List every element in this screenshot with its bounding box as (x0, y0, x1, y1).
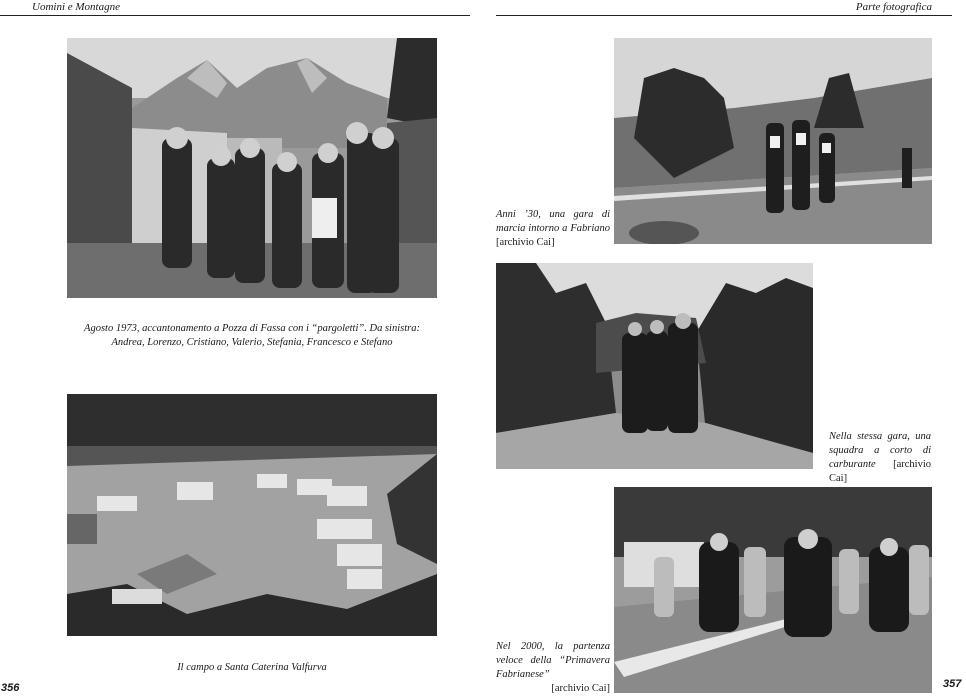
photo-campsite (67, 394, 437, 636)
folio-right: 357 (943, 678, 962, 690)
caption-team-forest-archive: [archivio Cai] (829, 459, 931, 484)
photo-team-forest (496, 263, 813, 469)
caption-children-camp: Agosto 1973, accantonamento a Pozza di Fassa con i “pargoletti”. Da sinistra: Andrea, Lorenzo, Cristiano, Valerio, Stefania, Francesco e Stefano (84, 323, 420, 348)
running-head-right: Parte fotografica (855, 1, 932, 13)
caption-campsite: Il campo a Santa Caterina Valfurva (177, 662, 327, 673)
header-rule-left (0, 15, 470, 16)
running-head-left: Uomini e Montagne (32, 1, 120, 13)
caption-race-start-text: Nel 2000, la partenza veloce della “Primavera Fabrianese” (496, 641, 610, 680)
caption-march-race-archive: [archivio Cai] (496, 237, 555, 248)
photo-march-race (614, 38, 932, 244)
photo-children-camp (67, 38, 437, 298)
caption-race-start-archive-line (496, 682, 610, 696)
header-rule-right (496, 15, 952, 16)
caption-race-start (496, 640, 610, 682)
photo-race-start (614, 487, 932, 693)
caption-team-forest (829, 430, 931, 486)
caption-team-forest-text: Nella stessa gara, una squadra a corto di carburante (829, 431, 931, 470)
caption-march-race-text: Anni ’30, una gara di marcia intorno a Fabriano (496, 209, 610, 234)
right-page (483, 0, 966, 699)
caption-race-start-archive: [archivio Cai] (551, 683, 610, 694)
folio-left: 356 (1, 682, 20, 694)
caption-march-race (496, 208, 610, 250)
